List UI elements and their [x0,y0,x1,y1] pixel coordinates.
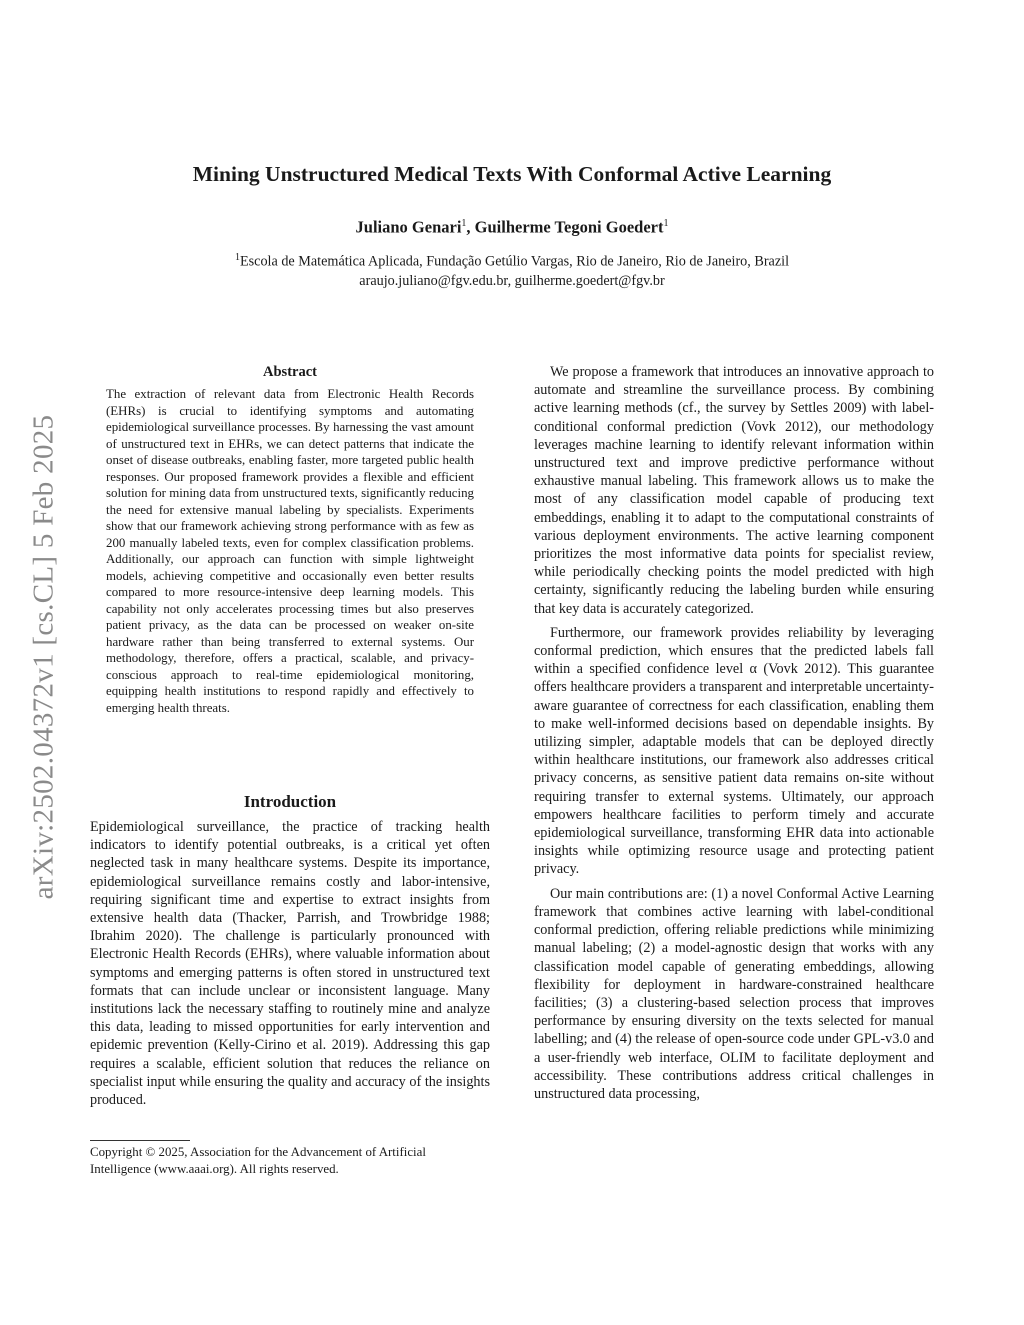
right-column [534,363,934,1109]
arxiv-identifier-stamp: arXiv:2502.04372v1 [cs.CL] 5 Feb 2025 [27,414,60,900]
footnote-rule [90,1140,190,1141]
body-paragraph: Our main contributions are: (1) a novel Conformal Active Learning framework that combines active learning with label-conditional conformal prediction, offering reliable predictions while minimizing manual labeling; (2) a model-agnostic design that works with any classification model capable of generating embeddings, allowing flexibility for deployment in hardware-constrained healthcare facilities; (3) a clustering-based selection process that improves performance by ensuring diversity on the texts selected for manual labelling; and (4) the release of open-source code under GPL-v3.0 and a user-friendly web interface, OLIM to facilitate deployment and accessibility. These contributions address critical challenges in unstructured data processing, [534,885,934,1102]
paper-title: Mining Unstructured Medical Texts With Conformal Active Learning [192,162,832,186]
affiliation-line [90,248,934,272]
copyright-footnote [90,1144,490,1178]
footnote-line: Intelligence (www.aaai.org). All rights reserved. [90,1162,339,1176]
author-affiliation-marker: 1 [461,218,467,229]
affiliation-text: Escola de Matemática Aplicada, Fundação Getúlio Vargas, Rio de Janeiro, Rio de Janeiro, Brazil [239,253,790,270]
author-affiliation-marker: 1 [663,218,669,229]
author-name: Guilherme Tegoni Goedert [474,217,664,237]
author-emails: araujo.juliano@fgv.edu.br, guilherme.goedert@fgv.br [359,272,665,289]
footnote-line: Copyright © 2025, Association for the Advancement of Artificial [90,1145,426,1159]
affiliation-marker: 1 [234,252,240,263]
author-line [90,211,934,241]
introduction-heading: Introduction [243,792,337,811]
body-paragraph: We propose a framework that introduces an innovative approach to automate and streamline the surveillance process. By combining active learning methods (cf., the survey by Settles 2009) with label-conditional conformal prediction (Vovk 2012), our methodology leverages machine learning to identify relevant information within unstructured text and improve predictive performance without exhaustive manual labeling. This framework allows us to make the most of any classification model capable of producing text embeddings, enabling it to adapt to the computational constraints of various deployment environments. The active learning component prioritizes the most informative data points for specialist review, while periodically checking points the model predicted with high certainty, significantly reducing the labeling burden while ensuring that key data is accurately categorized. [534,364,934,617]
abstract-section [106,362,474,716]
introduction-paragraph: Epidemiological surveillance, the practice of tracking health indicators to identify potential outbreaks, is a critical yet often neglected task in many healthcare systems. Despite its importance, epidemiological surveillance remains costly and labor-intensive, requiring significant time and expertise to extract insights from extensive health data (Thacker, Parrish, and Trowbridge 1988; Ibrahim 2020). The challenge is particularly pronounced with Electronic Health Records (EHRs), where valuable information about symptoms and emerging patterns is often stored in unstructured text formats that can include unclear or inconsistent language. Many institutions lack the necessary staffing to routinely mine and analyze this data, leading to missed opportunities for early intervention and epidemic prevention (Kelly-Cirino et al. 2019). Addressing this gap requires a scalable, efficient solution that reduces the reliance on specialist input while ensuring the quality and accuracy of the insights produced. [90,819,490,1109]
affiliation-block [90,248,934,291]
author-name: Juliano Genari [355,217,462,237]
author-separator: , [466,217,475,237]
abstract-heading: Abstract [263,364,317,380]
introduction-section [90,790,490,1109]
abstract-text: The extraction of relevant data from Electronic Health Records (EHRs) is crucial to identifying symptoms and automating epidemiological surveillance processes. By harnessing the vast amount of unstructured text in EHRs, we can detect patterns that indicate the onset of disease outbreaks, enabling faster, more targeted public health responses. Our proposed framework provides a flexible and efficient solution for mining data from unstructured texts, significantly reducing the need for extensive manual labeling by specialists. Experiments show that our framework achieving strong performance with as few as 200 manually labeled texts, even for complex classification problems. Additionally, our approach can function with simple lightweight models, achieving competitive and occasionally even better results compared to more resource-intensive deep learning models. This capability not only accelerates processing times but also preserves patient privacy, as the data can be processed on weaker on-site hardware rather than being transferred to external systems. Our methodology, therefore, offers a practical, scalable, and privacy-conscious approach to real-time epidemiological monitoring, equipping health institutions to respond rapidly and effectively to emerging health threats. [106,387,474,715]
body-paragraph: Furthermore, our framework provides reliability by leveraging conformal prediction, which ensures that the predicted labels fall within a specified confidence level α (Vovk 2012). This guarantee offers healthcare providers a transparent and interpretable uncertainty-aware guarantee of correctness for each classification, enabling them to make well-informed decisions based on dependable insights. By utilizing simpler, adaptable models that can be deployed directly within healthcare institutions, our framework also addresses critical privacy concerns, as sensitive patient data remains on-site without requiring transfer to external systems. Ultimately, our approach empowers healthcare facilities to perform timely and accurate epidemiological surveillance, transforming EHR data into actionable insights while optimizing resource usage and protecting patient privacy. [534,624,934,878]
